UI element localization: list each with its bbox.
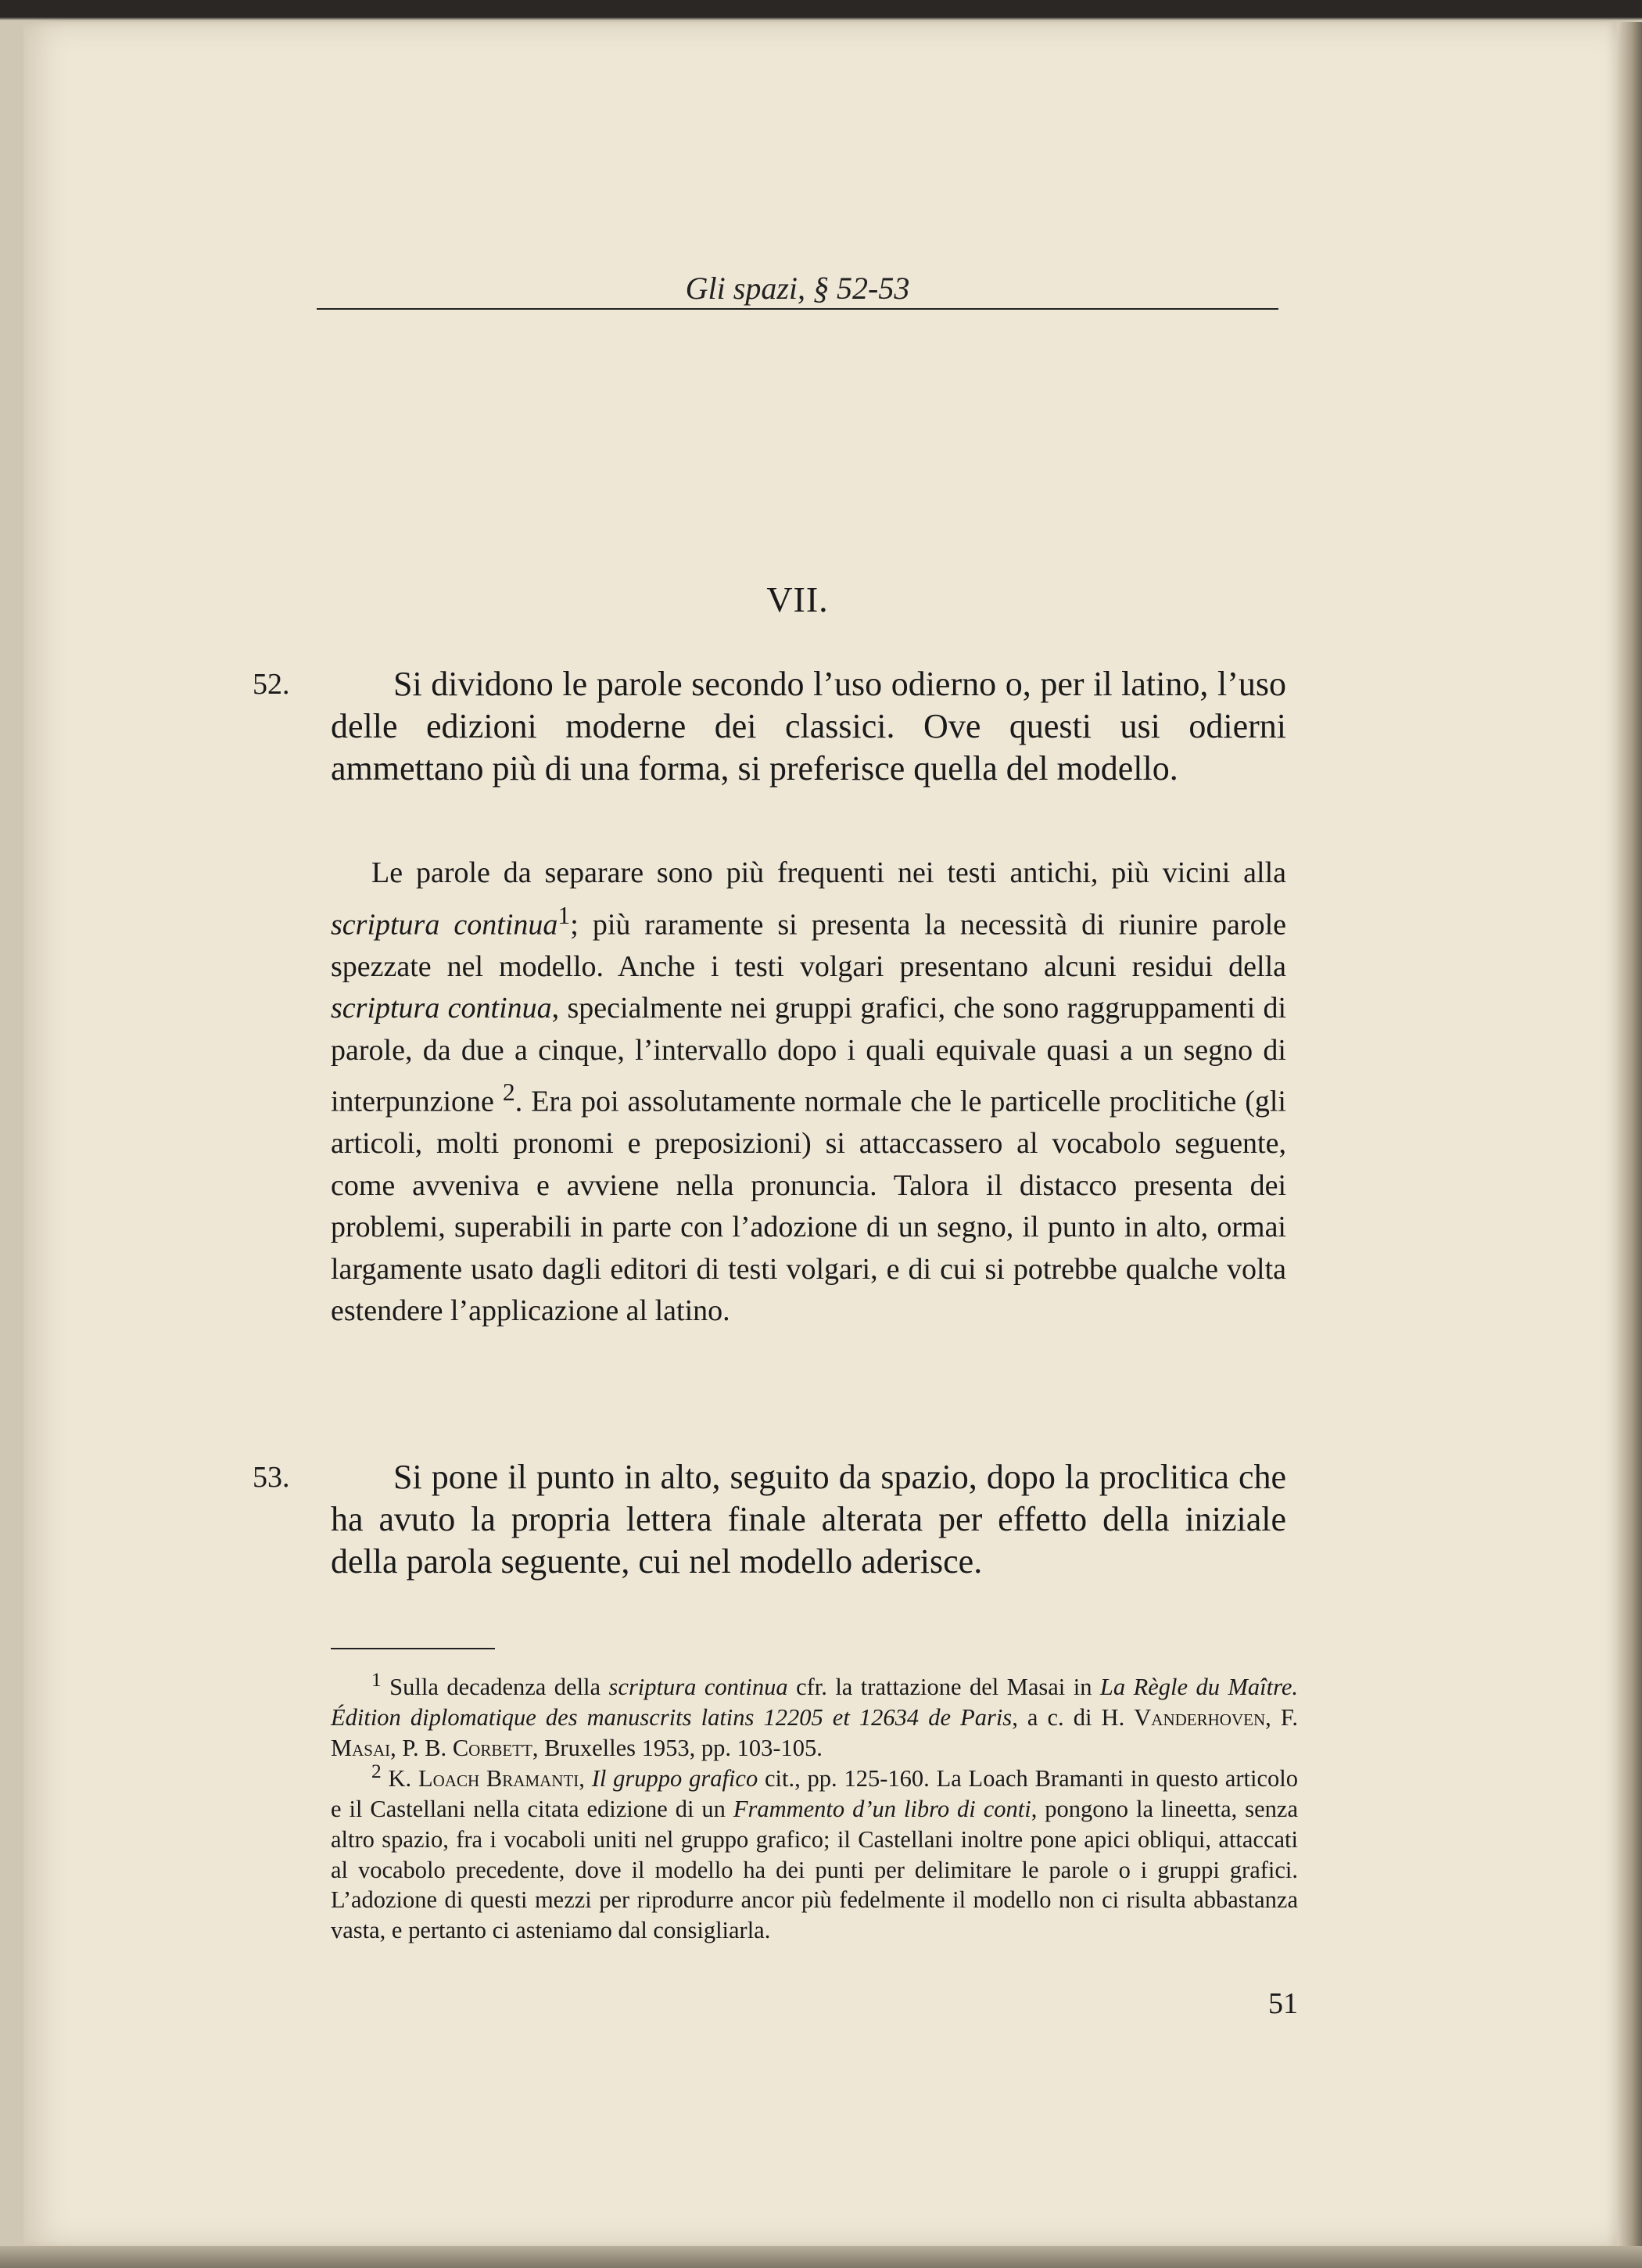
section-title: VII. [766,580,829,619]
footnote-ref-2: 2 [502,1078,515,1107]
footnote-rule [331,1648,495,1649]
header-rule [317,308,1278,310]
footnote-ref-1: 1 [557,901,571,929]
bottom-edge [0,2246,1642,2268]
paragraph-number: 52. [253,668,290,701]
page-edge [1617,22,1642,2247]
paragraph-text: Le parole da separare sono più frequenti nei testi antichi, più vicini alla scriptura continua$^1$; più raramente si presenta la necessità di riunire parole spezzate nel modello. Anche i testi volgari presentano alcuni residui della scriptura continua, specialmente nei gruppi grafici, che sono raggruppamenti di parole, da due a cinque, l’intervallo dopo i quali equivale quasi a un segno di interpunzione $^2$. Era poi assolutamente normale che le particelle proclitiche (gli articoli, molti pronomi e preposizioni) si attaccassero al vocabolo seguente, come avveniva e avviene nella pronuncia. Talora il distacco presenta dei problemi, superabili in parte con l’adozione di un segno, il punto in alto, ormai largamente usato dagli editori di testi volgari, e di cui si potrebbe qualche volta estendere l’applicazione al latino. [331,856,1287,1328]
paragraph-52-note [331,852,1286,1333]
paragraph-number: 53. [253,1461,290,1494]
paragraph-text: Si pone il punto in alto, seguito da spazio, dopo la proclitica che ha avuto la propria lettera finale alterata per effetto della iniziale della parola seguente, cui nel modello aderisce. [331,1458,1286,1581]
running-head: Gli spazi, § 52-53 [685,271,910,306]
footnote-2: $^2$ K. Loach Bramanti, Il gruppo grafico cit., pp. 125-160. La Loach Bramanti in questo articolo e il Castellani nella citata edizione di un Frammento d’un libro di conti, pongono la lineetta, senza altro spazio, fra i vocaboli uniti nel gruppo grafico; il Castellani inoltre pone apici obliqui, attaccati al vocabolo precedente, dove il modello ha dei punti per delimitare le parole o i gruppi grafici. L’adozione di questi mezzi per riprodurre ancor più fedelmente il modello non ci risulta abbastanza vasta, e pertanto ci asteniamo dal consigliarla. [331,1760,1299,1944]
paragraph-text: Si dividono le parole secondo l’uso odierno o, per il latino, l’uso delle edizioni moderne dei classici. Ove questi usi odierni ammettano più di una forma, si preferisce quella del modello. [331,665,1286,788]
footnote-1: $^1$ Sulla decadenza della scriptura continua cfr. la trattazione del Masai in La Règle du Maître. Édition diplomatique des manuscrits latins 12205 et 12634 de Paris, a c. di H. Vanderhoven, F. Masai, P. B. Corbett, Bruxelles 1953, pp. 103-105. [331,1669,1298,1761]
paragraph-53 [253,1456,1286,1583]
paragraph-52 [253,663,1286,790]
page-number: 51 [1268,1987,1298,2020]
